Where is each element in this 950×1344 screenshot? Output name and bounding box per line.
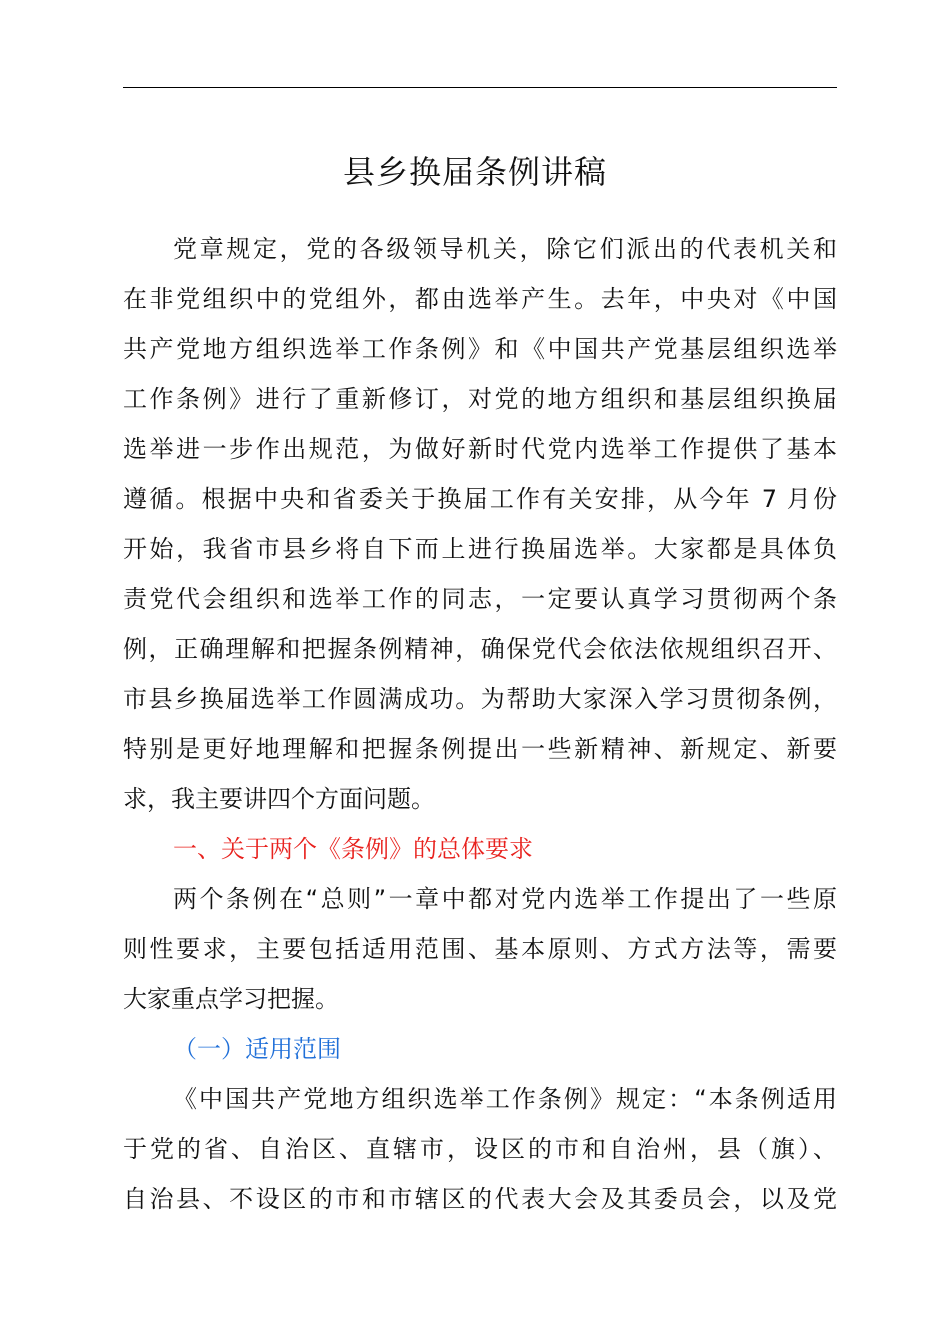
- paragraph-line: 开始，我省市县乡将自下而上进行换届选举。大家都是具体负: [123, 535, 837, 563]
- section-heading-1: 一、关于两个《条例》的总体要求: [173, 835, 533, 863]
- paragraph-line: 党章规定，党的各级领导机关，除它们派出的代表机关和: [173, 235, 837, 263]
- paragraph-line: 遵循。根据中央和省委关于换届工作有关安排，从今年 7 月份: [123, 485, 837, 513]
- paragraph-line: 自治县、不设区的市和市辖区的代表大会及其委员会，以及党: [123, 1185, 837, 1213]
- header-rule: [123, 87, 837, 88]
- paragraph-line: 例，正确理解和把握条例精神，确保党代会依法依规组织召开、: [123, 635, 837, 663]
- paragraph-line: 在非党组织中的党组外，都由选举产生。去年，中央对《中国: [123, 285, 837, 313]
- paragraph-line: 则性要求，主要包括适用范围、基本原则、方式方法等，需要: [123, 935, 837, 963]
- paragraph-line: 责党代会组织和选举工作的同志，一定要认真学习贯彻两个条: [123, 585, 837, 613]
- paragraph-line: 特别是更好地理解和把握条例提出一些新精神、新规定、新要: [123, 735, 837, 763]
- paragraph-line: 选举进一步作出规范，为做好新时代党内选举工作提供了基本: [123, 435, 837, 463]
- paragraph-line: 《中国共产党地方组织选举工作条例》规定：“本条例适用: [173, 1085, 837, 1113]
- paragraph-line: 工作条例》进行了重新修订，对党的地方组织和基层组织换届: [123, 385, 837, 413]
- paragraph-line: 市县乡换届选举工作圆满成功。为帮助大家深入学习贯彻条例，: [123, 685, 837, 713]
- subsection-heading-1: （一）适用范围: [173, 1035, 341, 1063]
- paragraph-line: 于党的省、自治区、直辖市，设区的市和自治州，县（旗）、: [123, 1135, 837, 1163]
- paragraph-line: 共产党地方组织选举工作条例》和《中国共产党基层组织选举: [123, 335, 837, 363]
- document-title: 县乡换届条例讲稿: [342, 153, 607, 191]
- paragraph-line: 大家重点学习把握。: [123, 985, 339, 1013]
- paragraph-line: 两个条例在“总则”一章中都对党内选举工作提出了一些原: [173, 885, 837, 913]
- paragraph-line: 求，我主要讲四个方面问题。: [123, 785, 435, 813]
